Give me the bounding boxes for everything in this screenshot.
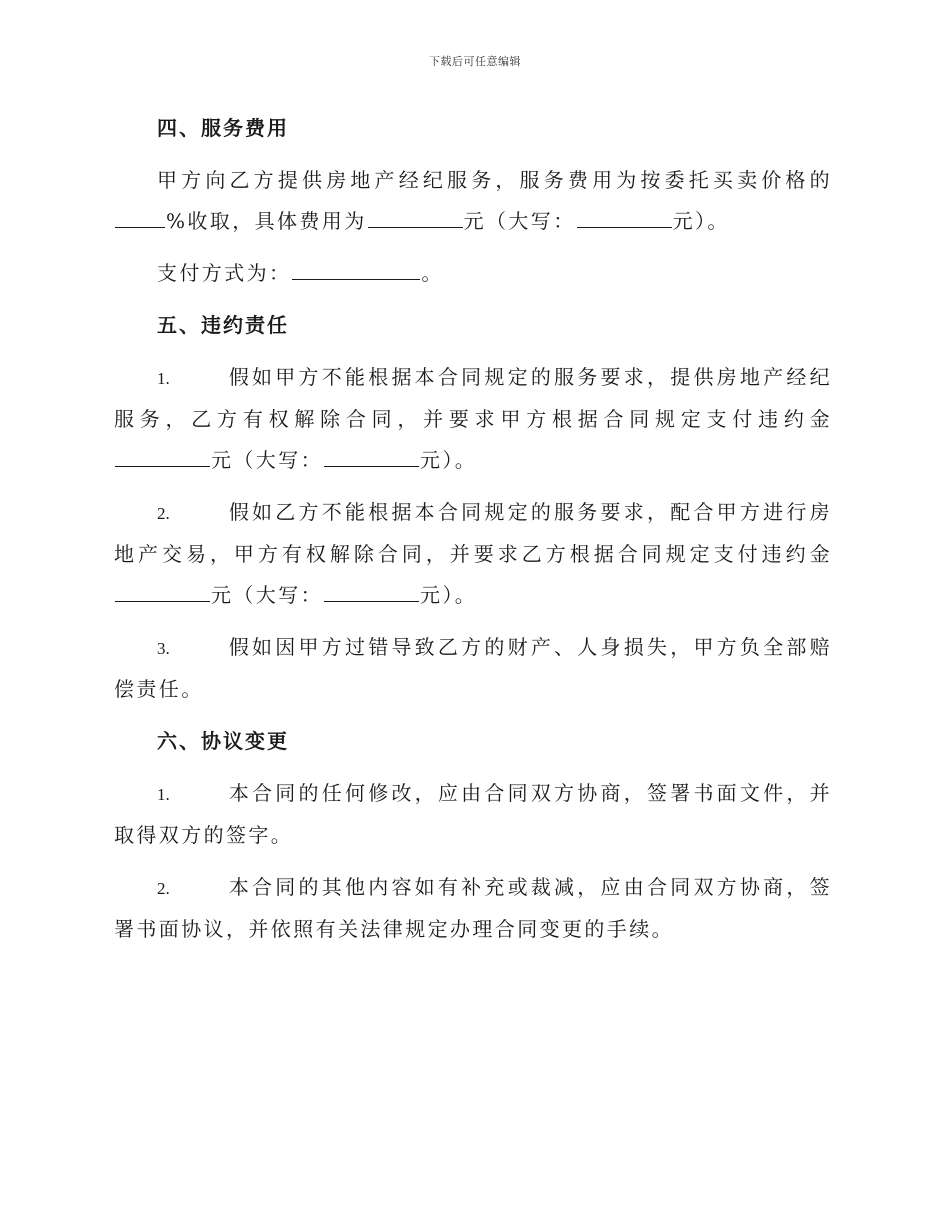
fee-amount-blank[interactable] <box>368 201 463 228</box>
page-header: 下载后可任意编辑 <box>429 55 521 68</box>
service-fee-paragraph <box>114 160 832 242</box>
service-fee-text-3: 元（大写： <box>463 209 576 233</box>
item-number: 2. <box>157 879 170 898</box>
section-heading-amendment: 六、协议变更 <box>157 729 289 753</box>
item-number: 1. <box>157 369 170 388</box>
breach-item-1-text-3: 元）。 <box>420 448 478 472</box>
service-fee-text-4: 元）。 <box>672 209 730 233</box>
amendment-item-1 <box>114 773 832 856</box>
breach-item-3-text: 假如因甲方过错导致乙方的财产、人身损失，甲方负全部赔偿责任。 <box>114 635 832 701</box>
service-fee-text-1: 甲方向乙方提供房地产经纪服务，服务费用为按委托买卖价格的 <box>157 168 832 192</box>
amendment-item-2 <box>114 867 832 950</box>
breach-item-1-text-2: 元（大写： <box>211 448 323 472</box>
payment-method-end: 。 <box>421 261 444 285</box>
amendment-item-1-text: 本合同的任何修改，应由合同双方协商，签署书面文件，并取得双方的签字。 <box>114 781 832 847</box>
breach-item-1-text: 假如甲方不能根据本合同规定的服务要求，提供房地产经纪服务，乙方有权解除合同，并要求甲方根据合同规定支付违约金 <box>114 365 832 431</box>
section-heading-service-fee: 四、服务费用 <box>157 116 289 140</box>
item-number: 2. <box>157 504 170 523</box>
item-number: 1. <box>157 785 170 804</box>
breach-item-2-text-3: 元）。 <box>420 583 478 607</box>
contract-body <box>114 108 832 961</box>
payment-method-blank[interactable] <box>292 253 420 280</box>
breach-item-2-text-2: 元（大写： <box>211 583 323 607</box>
fee-percent-blank[interactable] <box>115 201 165 228</box>
breach-item-1 <box>114 357 832 481</box>
breach-item-3 <box>114 627 832 710</box>
penalty-amount-blank[interactable] <box>115 575 210 602</box>
amendment-item-2-text: 本合同的其他内容如有补充或裁减，应由合同双方协商，签署书面协议，并依照有关法律规定办理合同变更的手续。 <box>114 875 832 941</box>
payment-method-paragraph <box>114 253 832 294</box>
payment-method-label: 支付方式为： <box>157 261 292 285</box>
breach-item-2 <box>114 492 832 616</box>
penalty-amount-blank[interactable] <box>115 440 210 467</box>
fee-amount-words-blank[interactable] <box>577 201 672 228</box>
section-heading-breach: 五、违约责任 <box>157 313 289 337</box>
item-number: 3. <box>157 639 170 658</box>
penalty-words-blank[interactable] <box>324 575 419 602</box>
service-fee-text-2: %收取，具体费用为 <box>166 209 367 233</box>
breach-item-2-text: 假如乙方不能根据本合同规定的服务要求，配合甲方进行房地产交易，甲方有权解除合同，并要求乙方根据合同规定支付违约金 <box>114 500 832 566</box>
penalty-words-blank[interactable] <box>324 440 419 467</box>
